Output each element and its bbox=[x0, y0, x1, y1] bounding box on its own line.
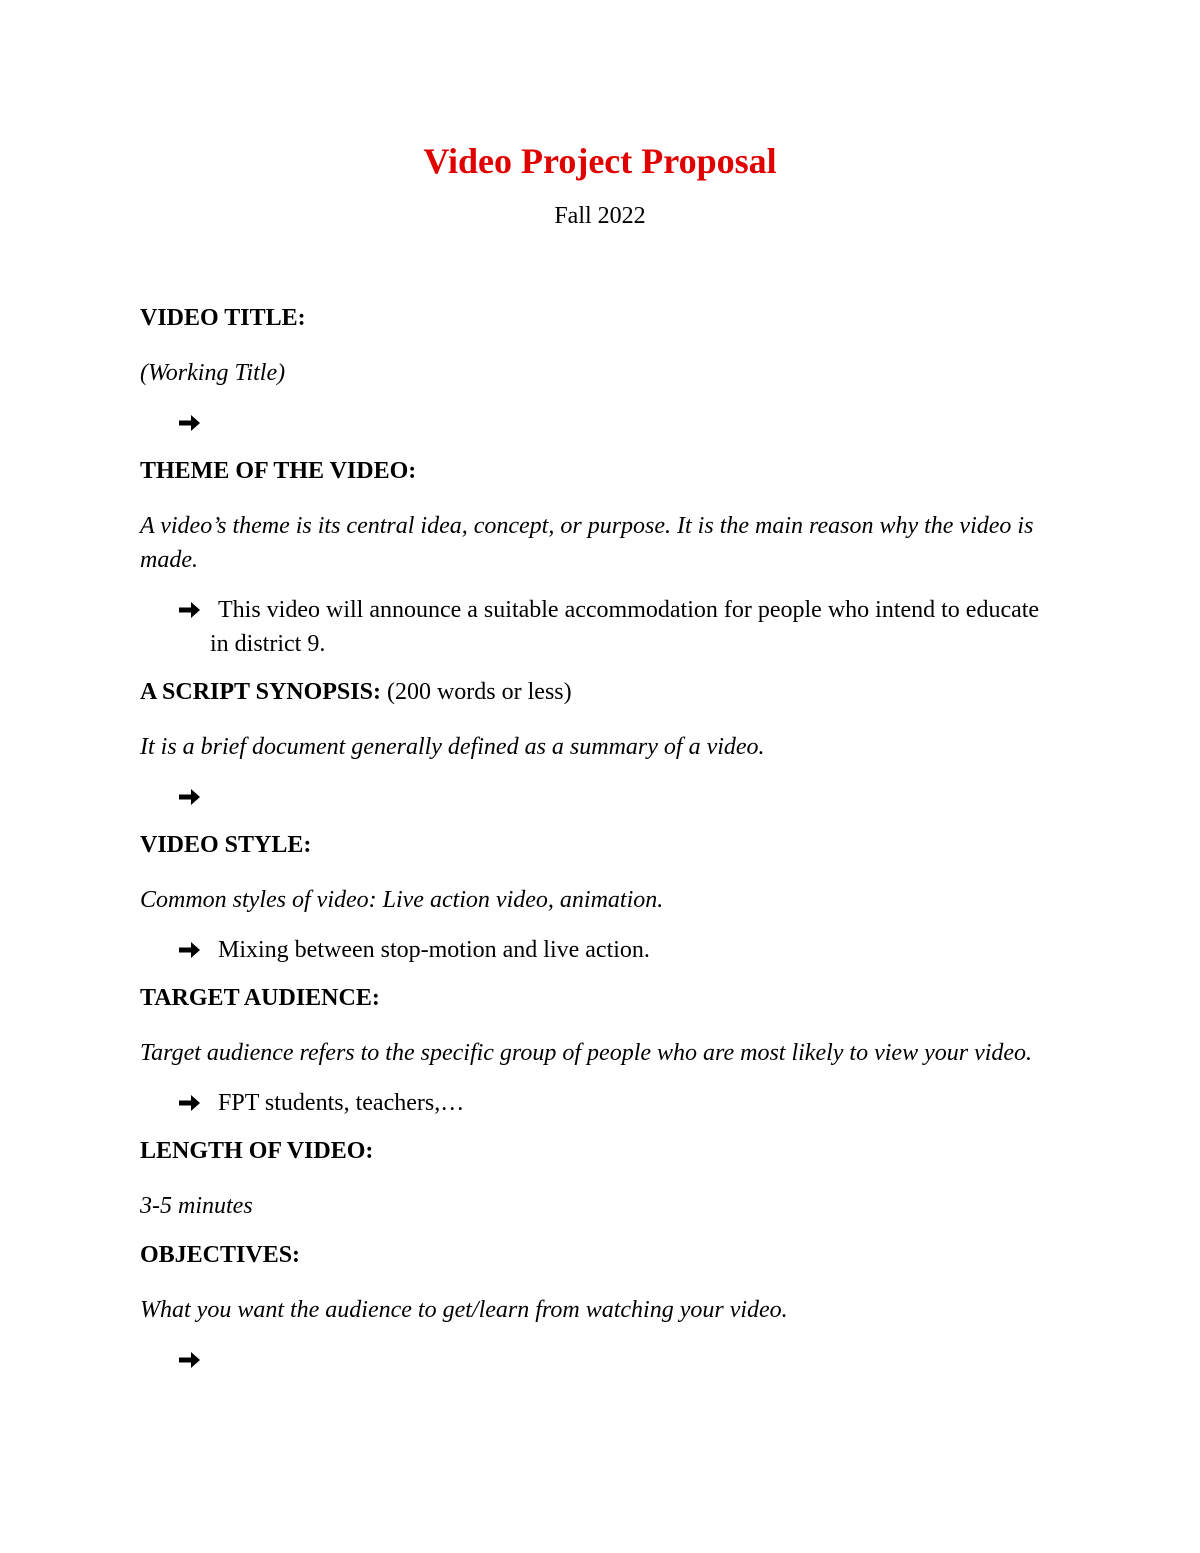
section-description: A video’s theme is its central idea, concept, or purpose. It is the main reason why the video is made. bbox=[140, 513, 1034, 573]
section-description: 3-5 minutes bbox=[140, 1193, 253, 1219]
answer-text: Mixing between stop-motion and live action. bbox=[218, 937, 650, 963]
section-target-audience bbox=[140, 982, 1050, 1120]
right-arrow-icon bbox=[177, 780, 203, 814]
answer-text: FPT students, teachers,… bbox=[218, 1090, 465, 1116]
document-title: Video Project Proposal bbox=[423, 141, 777, 181]
section-heading bbox=[140, 676, 1050, 708]
section-video-title bbox=[140, 302, 1050, 440]
answer-line bbox=[140, 406, 1050, 440]
section-description: What you want the audience to get/learn from watching your video. bbox=[140, 1297, 788, 1323]
section-theme bbox=[140, 455, 1050, 661]
answer-text: This video will announce a suitable accommodation for people who intend to educate in district 9. bbox=[210, 597, 1040, 657]
section-heading: VIDEO STYLE: bbox=[140, 832, 312, 858]
right-arrow-icon bbox=[177, 933, 203, 967]
proposal-sections bbox=[140, 302, 1050, 1392]
document-subtitle: Fall 2022 bbox=[554, 203, 646, 229]
section-description: (Working Title) bbox=[140, 360, 286, 386]
section-heading: OBJECTIVES: bbox=[140, 1242, 301, 1268]
section-description: Target audience refers to the specific group of people who are most likely to view your video. bbox=[140, 1040, 1033, 1066]
right-arrow-icon bbox=[177, 593, 203, 627]
answer-line bbox=[140, 780, 1050, 814]
heading-note: (200 words or less) bbox=[386, 679, 572, 705]
right-arrow-icon bbox=[177, 1343, 203, 1377]
section-heading: THEME OF THE VIDEO: bbox=[140, 458, 417, 484]
heading-label: A SCRIPT SYNOPSIS: bbox=[140, 679, 381, 705]
answer-line bbox=[140, 1086, 1050, 1120]
answer-line bbox=[140, 933, 1050, 967]
answer-line bbox=[140, 593, 1050, 661]
section-video-style bbox=[140, 829, 1050, 967]
answer-line bbox=[140, 1343, 1050, 1377]
section-heading: LENGTH OF VIDEO: bbox=[140, 1138, 374, 1164]
section-heading: VIDEO TITLE: bbox=[140, 305, 306, 331]
section-heading: TARGET AUDIENCE: bbox=[140, 985, 380, 1011]
section-objectives bbox=[140, 1239, 1050, 1377]
section-description: Common styles of video: Live action video, animation. bbox=[140, 887, 664, 913]
section-length bbox=[140, 1135, 1050, 1223]
section-synopsis bbox=[140, 676, 1050, 814]
section-description: It is a brief document generally defined as a summary of a video. bbox=[140, 734, 765, 760]
right-arrow-icon bbox=[177, 1086, 203, 1120]
right-arrow-icon bbox=[177, 406, 203, 440]
